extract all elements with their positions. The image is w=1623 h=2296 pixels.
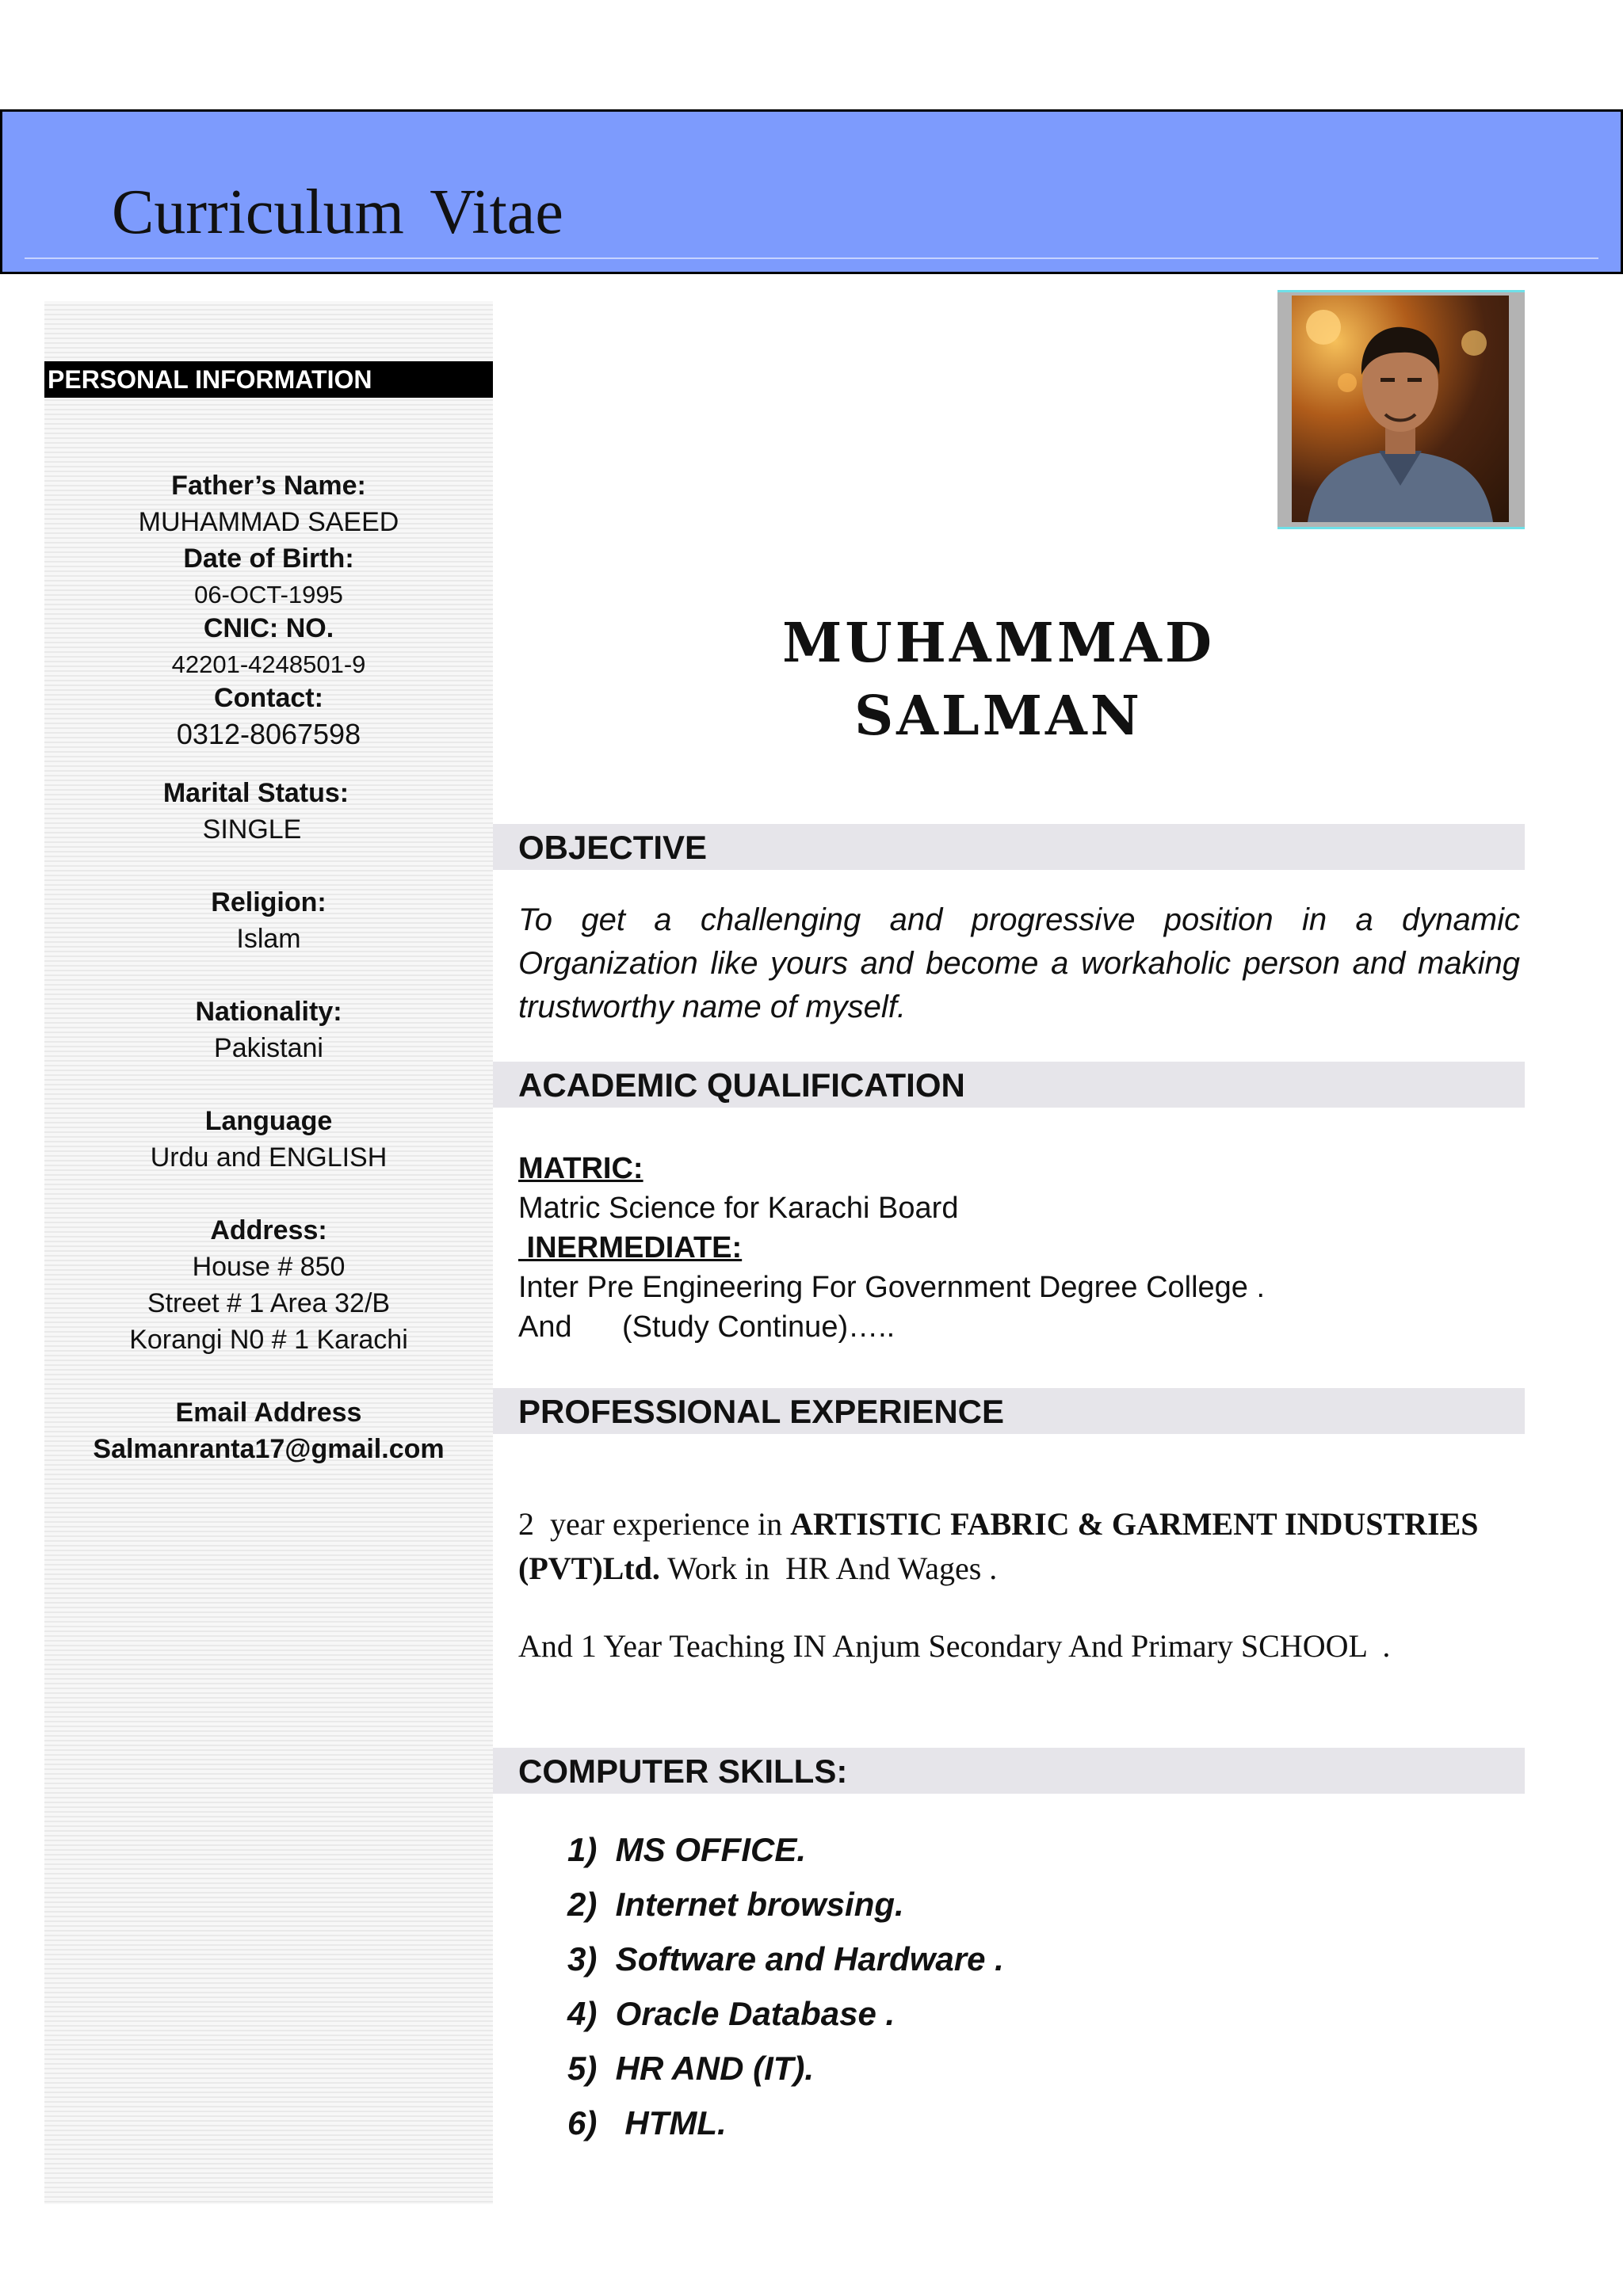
experience-1-company: ARTISTIC FABRIC & GARMENT INDUSTRIES (PVT)Ltd. — [518, 1506, 1479, 1586]
father-name-label: Father’s Name: — [171, 471, 366, 501]
father-name-block — [44, 467, 493, 540]
skill-item: 6) HTML. — [567, 2104, 727, 2142]
skill-item: 4) Oracle Database . — [567, 1995, 896, 2032]
language-block — [44, 1103, 493, 1176]
skills-heading: COMPUTER SKILLS: — [518, 1753, 848, 1790]
nationality-block — [44, 994, 493, 1066]
profile-photo-frame — [1277, 290, 1525, 529]
objective-text: To get a challenging and progressive position in a dynamic Organization like yours and become a workaholic person and making trustworthy name of myself. — [518, 902, 1520, 1024]
skills-list — [567, 1822, 1004, 2150]
candidate-name — [761, 607, 1236, 753]
first-name: MUHAMMAD — [782, 612, 1215, 675]
religion-label: Religion: — [211, 887, 327, 917]
email-value: Salmanranta17@gmail.com — [93, 1434, 445, 1464]
personal-info-heading: PERSONAL INFORMATION — [44, 361, 493, 398]
intermediate-note: And (Study Continue)….. — [518, 1310, 896, 1344]
experience-entry-1 — [518, 1502, 1517, 1591]
cnic-label: CNIC: NO. — [203, 613, 334, 643]
academic-heading: ACADEMIC QUALIFICATION — [518, 1066, 965, 1104]
marital-status-value: SINGLE — [202, 814, 302, 845]
dob-value: 06-OCT-1995 — [194, 581, 343, 608]
experience-heading: PROFESSIONAL EXPERIENCE — [518, 1393, 1005, 1430]
marital-status-label: Marital Status: — [162, 778, 349, 808]
banner-divider — [25, 257, 1598, 259]
skills-section-bar — [493, 1748, 1525, 1794]
address-line-2: Street # 1 Area 32/B — [147, 1288, 391, 1318]
contact-label: Contact: — [214, 683, 323, 713]
nationality-value: Pakistani — [214, 1033, 323, 1063]
nationality-label: Nationality: — [195, 997, 342, 1027]
title-banner — [0, 109, 1623, 274]
dob-label: Date of Birth: — [183, 543, 354, 574]
experience-entry-2: And 1 Year Teaching IN Anjum Secondary And Primary SCHOOL . — [518, 1628, 1391, 1664]
contact-value: 0312-8067598 — [176, 718, 361, 750]
cnic-block — [44, 610, 493, 683]
dob-block — [44, 540, 493, 613]
objective-section-bar — [493, 824, 1525, 870]
intermediate-text: Inter Pre Engineering For Government Degree College . — [518, 1271, 1266, 1304]
address-label: Address: — [210, 1215, 327, 1245]
religion-value: Islam — [236, 924, 301, 954]
language-value: Urdu and ENGLISH — [150, 1142, 388, 1173]
academic-section-bar — [493, 1062, 1525, 1108]
language-label: Language — [204, 1106, 333, 1136]
experience-section-bar — [493, 1388, 1525, 1434]
email-label: Email Address — [175, 1398, 362, 1428]
experience-1-suffix: Work in HR And Wages . — [659, 1550, 998, 1586]
skill-item: 3) Software and Hardware . — [567, 1940, 1004, 1978]
skill-item: 5) HR AND (IT). — [567, 2050, 815, 2087]
marital-status-block — [44, 775, 468, 848]
experience-1-prefix: 2 year experience in — [518, 1506, 791, 1542]
page-title: Curriculum Vitae — [112, 177, 563, 247]
religion-block — [44, 884, 493, 957]
email-block — [44, 1394, 493, 1467]
address-line-3: Korangi N0 # 1 Karachi — [129, 1325, 408, 1355]
father-name-value: MUHAMMAD SAEED — [138, 507, 399, 537]
cnic-value: 42201-4248501-9 — [171, 650, 366, 678]
skill-item: 1) MS OFFICE. — [567, 1831, 807, 1868]
address-block — [44, 1212, 493, 1358]
skill-item: 2) Internet browsing. — [567, 1886, 904, 1923]
last-name: SALMAN — [854, 685, 1143, 748]
address-line-1: House # 850 — [192, 1252, 346, 1282]
objective-heading: OBJECTIVE — [518, 829, 708, 866]
personal-info-sidebar — [44, 301, 493, 2204]
matric-label: MATRIC: — [518, 1152, 643, 1185]
matric-text: Matric Science for Karachi Board — [518, 1192, 959, 1225]
contact-block — [44, 680, 493, 753]
profile-photo — [1292, 296, 1509, 522]
intermediate-label: INERMEDIATE: — [518, 1231, 743, 1264]
